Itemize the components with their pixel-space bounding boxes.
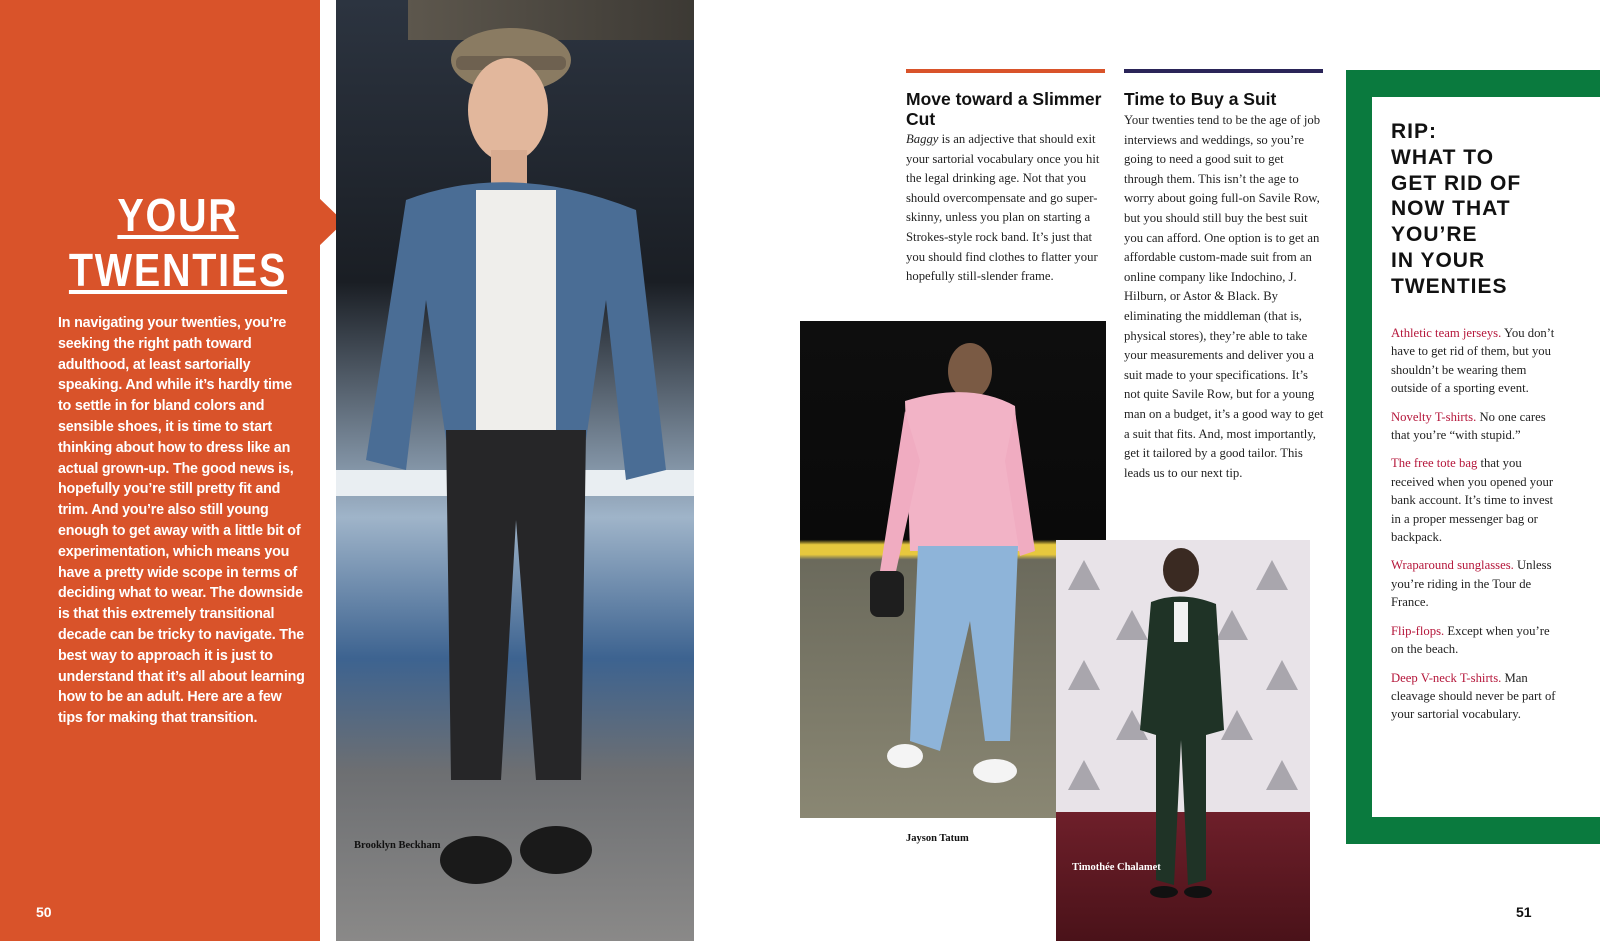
chapter-intro-text: In navigating your twenties, you’re seeking the right path toward adulthood, at least sartorially speaking. And while it’s hardly time to settle in for bland colors and sensible shoes, it is time to start thinking about how to dress like an actual grown-up. The good news is, hopefully you’re still pretty fit and trim. And you’re also still young enough to get away with a little bit of experimentation, which means you have a pretty wide scope in terms of deciding what to wear. The downside is that this extremely transitional decade can be tricky to navigate. The best way to approach it is just to understand that it’s all about learning how to be an adult. Here are a few tips for making that transition.	[58, 315, 305, 727]
chapter-title	[25, 188, 331, 298]
rip-title-line: RIP:	[1391, 120, 1437, 143]
column1-body-lead: Baggy	[906, 132, 939, 146]
rip-item-key: The free tote bag	[1391, 456, 1478, 471]
photo-brooklyn-beckham	[336, 0, 694, 941]
rip-item-key: Wraparound sunglasses.	[1391, 558, 1514, 573]
chapter-title-line: TWENTIES	[68, 244, 288, 296]
rip-list-item	[1391, 408, 1557, 445]
rip-list-item	[1391, 669, 1557, 724]
rip-item-key: Athletic team jerseys.	[1391, 326, 1502, 340]
chapter-title-line: YOUR	[117, 189, 239, 241]
rip-item-text: Except when you’re on the beach.	[1391, 623, 1550, 657]
rip-title-line: NOW THAT	[1391, 197, 1511, 221]
column2-rule	[1124, 69, 1323, 73]
rip-item-key: Deep V-neck T-shirts.	[1391, 670, 1502, 685]
photo-caption-jayson: Jayson Tatum	[906, 833, 969, 844]
photo-caption-timothee: Timothée Chalamet	[1072, 862, 1161, 873]
column1-body	[906, 130, 1104, 287]
page-number-left: 50	[36, 904, 52, 920]
rip-item-text: No one cares that you’re “with stupid.”	[1391, 409, 1546, 443]
photo-timothee-chalamet	[1056, 540, 1310, 941]
rip-item-key: Novelty T-shirts.	[1391, 409, 1477, 424]
page-number-right: 51	[1516, 904, 1532, 920]
rip-item-key: Flip-flops.	[1391, 623, 1445, 638]
column1-body-text: is an adjective that should exit your sartorial vocabulary once you hit the legal drinking age. Not that you should overcompensate and go super-skinny, unless you plan on starting a Strokes-style rock band. It’s just that you should find clothes to flatter your hopefully still-slender frame.	[906, 132, 1100, 284]
rip-item-text: You don’t have to get rid of them, but you shouldn’t be wearing them outside of a sporting event.	[1391, 326, 1555, 396]
rip-list-item	[1391, 454, 1557, 546]
rip-title-line: GET RID OF	[1391, 171, 1522, 195]
rip-item-text: Unless you’re riding in the Tour de France.	[1391, 558, 1552, 610]
rip-sidebar-title	[1391, 119, 1591, 300]
column2-heading: Time to Buy a Suit	[1124, 89, 1277, 109]
rip-list-item	[1391, 324, 1557, 398]
rip-list-item	[1391, 622, 1557, 659]
column1-heading: Move toward a Slimmer Cut	[906, 89, 1102, 129]
rip-item-text: that you received when you opened your bank account. It’s time to invest in a proper messenger bag or backpack.	[1391, 456, 1554, 545]
rip-title-line: WHAT TO	[1391, 145, 1495, 169]
column1-rule	[906, 69, 1105, 73]
person-figure	[1056, 540, 1310, 941]
rip-title-line: TWENTIES	[1391, 274, 1508, 298]
rip-title-line: IN YOUR	[1391, 248, 1486, 272]
rip-list-item	[1391, 556, 1557, 611]
person-figure	[336, 0, 694, 941]
rip-title-line: YOU’RE	[1391, 223, 1478, 247]
column2-body: Your twenties tend to be the age of job interviews and weddings, so you’re going to need a good suit to get through them. This isn’t the age to worry about going full-on Savile Row, but you should still buy the best suit you can afford. One option is to get an affordable custom-made suit from an online company like Indochino, J. Hilburn, or Astor & Black. By eliminating the middleman (that is, physical stores), they’re able to take your measurements and deliver you a suit made to your specifications. It’s not quite Savile Row, but for a young man on a budget, it’s a good way to get a suit that fits. And, most importantly, get it tailored by a good tailor. This leads us to our next tip.	[1124, 113, 1324, 480]
rip-item-text: Man cleavage should never be part of your sartorial vocabulary.	[1391, 670, 1556, 722]
rip-list	[1391, 324, 1557, 734]
photo-caption-brooklyn: Brooklyn Beckham	[354, 840, 441, 851]
